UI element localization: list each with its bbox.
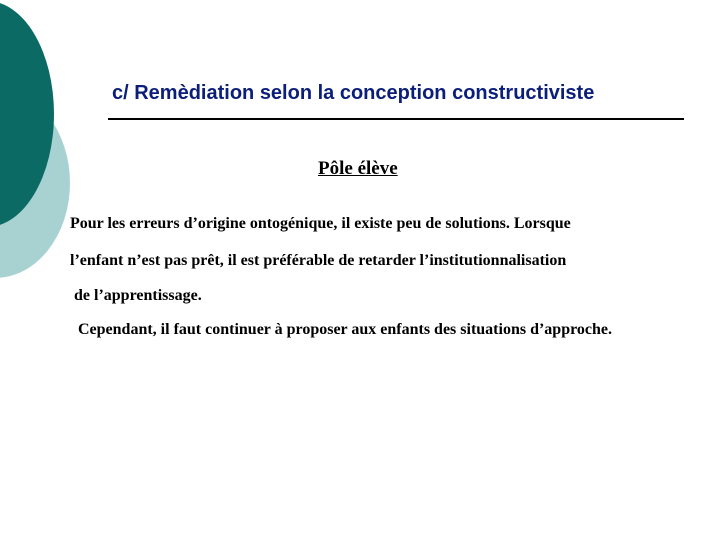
body-text-line: Cependant, il faut continuer à proposer aux enfants des situations d’approche.: [78, 321, 612, 338]
slide-title: c/ Remèdiation selon la conception constructiviste: [112, 82, 595, 104]
title-underline-rule: [108, 118, 684, 120]
body-text-line: de l’apprentissage.: [74, 287, 202, 304]
section-subheading: Pôle élève: [318, 158, 398, 179]
body-text-line: l’enfant n’est pas prêt, il est préférable de retarder l’institutionnalisation: [70, 252, 567, 269]
body-text-line: Pour les erreurs d’origine ontogénique, il existe peu de solutions. Lorsque: [70, 215, 571, 232]
